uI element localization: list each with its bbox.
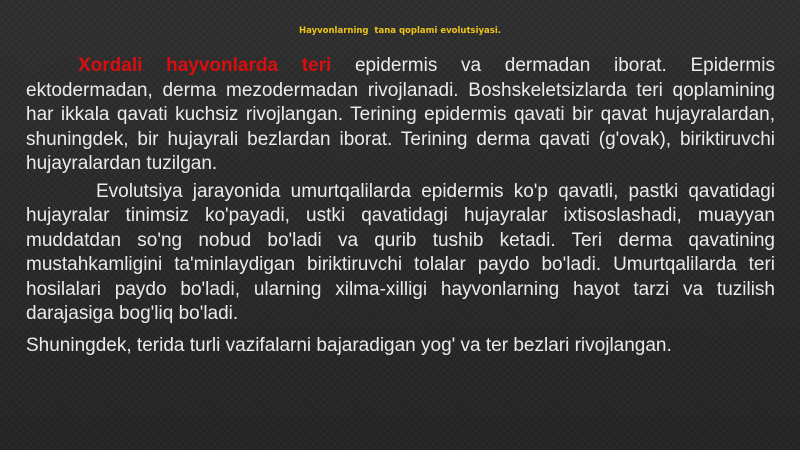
slide-body	[26, 54, 775, 358]
paragraph-3: Shuningdek, terida turli vazifalarni bajaradigan yog' va ter bezlari rivojlangan.	[26, 334, 672, 356]
highlighted-term: Xordali hayvonlarda teri	[78, 55, 332, 76]
slide-title: Hayvonlarning tana qoplami evolutsiyasi.	[299, 26, 501, 36]
paragraph-2: Evolutsiya jarayonida umurtqalilarda epidermis ko'p qavatli, pastki qavatidagi hujayralar tinimsiz ko'payadi, ustki qavatidagi hujayralar ixtisoslashadi, muayyan muddatdan so'ng nobud bo'ladi va qurib tushib ketadi. Teri derma qavatining mustahkamligini ta'minlaydigan biriktiruvchi tolalar paydo bo'ladi. Umurtqalilarda teri hosilalari paydo bo'ladi, ularning xilma-xilligi hayvonlarning hayot tarzi va tuzilish darajasiga bog'liq bo'ladi.	[26, 180, 775, 324]
paragraph-1	[26, 54, 775, 177]
paragraph-1-text: epidermis va dermadan iborat. Epidermis ektodermadan, derma mezodermadan rivojlanadi. Boshskeletsizlarda teri qoplamining har ikkala qavati kuchsiz rivojlangan. Terining epidermis qavati bir qavat hujayralardan, shuningdek, bir hujayrali bezlardan iborat. Terining derma qavati (g'ovak), biriktiruvchi hujayralardan tuzilgan.	[26, 55, 775, 174]
